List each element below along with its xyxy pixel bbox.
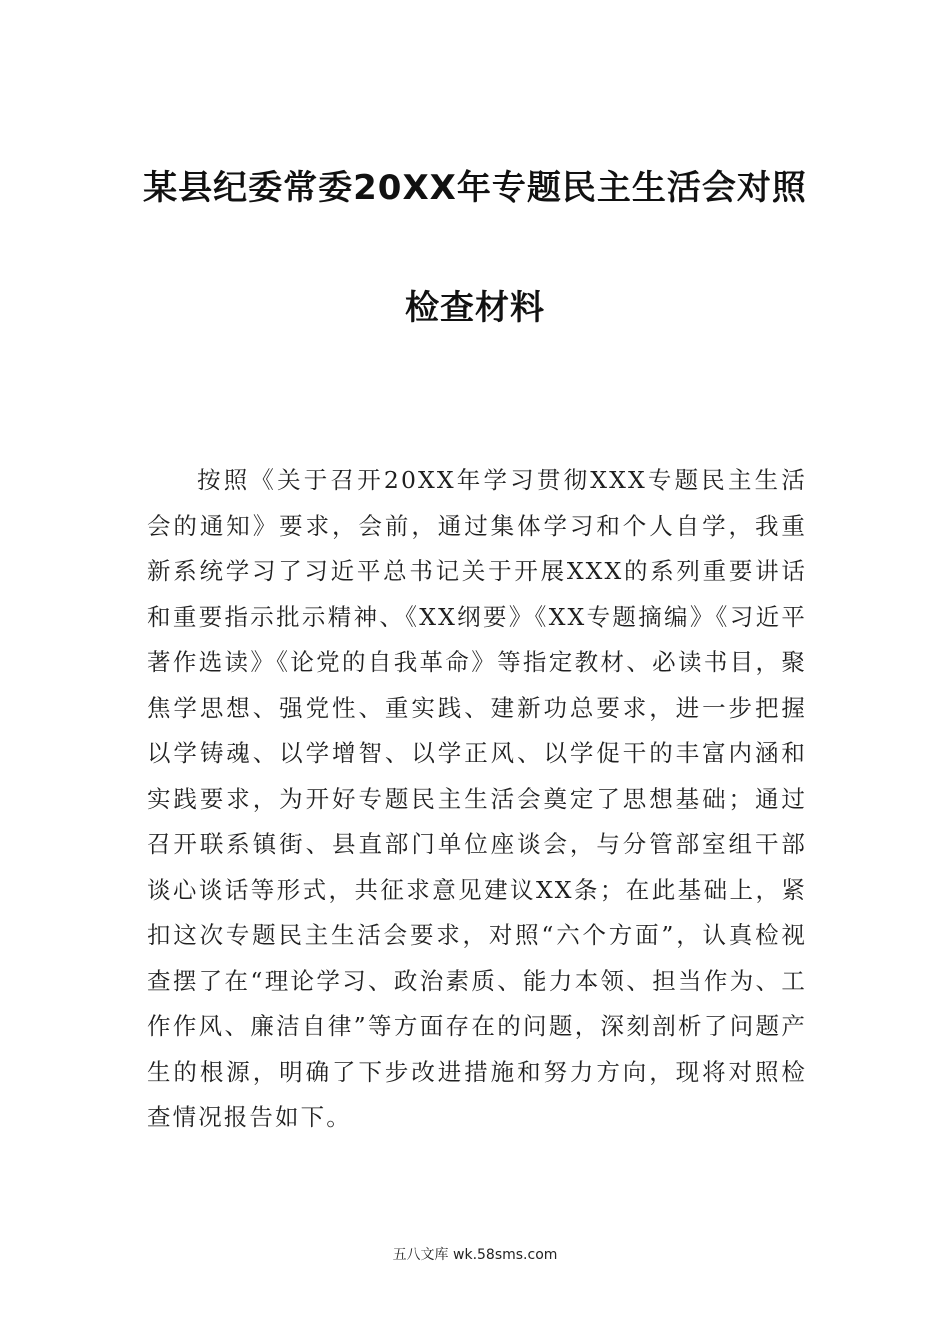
document-title-line-2: 检查材料 xyxy=(405,288,545,328)
body-paragraph: 按照《关于召开20XX年学习贯彻XXX专题民主生活会的通知》要求，会前，通过集体学习和个人自学，我重新系统学习了习近平总书记关于开展XXX的系列重要讲话和重要指示批示精神、《XX纲要》《XX专题摘编》《习近平著作选读》《论党的自我革命》等指定教材、必读书目，聚焦学思想、强党性、重实践、建新功总要求，进一步把握以学铸魂、以学增智、以学正风、以学促干的丰富内涵和实践要求，为开好专题民主生活会奠定了思想基础；通过召开联系镇街、县直部门单位座谈会，与分管部室组干部谈心谈话等形式，共征求意见建议XX条；在此基础上，紧扣这次专题民主生活会要求，对照“六个方面”，认真检视查摆了在“理论学习、政治素质、能力本领、担当作为、工作作风、廉洁自律”等方面存在的问题，深刻剖析了问题产生的根源，明确了下步改进措施和努力方向，现将对照检查情况报告如下。 xyxy=(147,466,807,1131)
footer-watermark: 五八文库 wk.58sms.com xyxy=(392,1247,558,1263)
document-title-line-1: 某县纪委常委20XX年专题民主生活会对照 xyxy=(143,168,807,208)
